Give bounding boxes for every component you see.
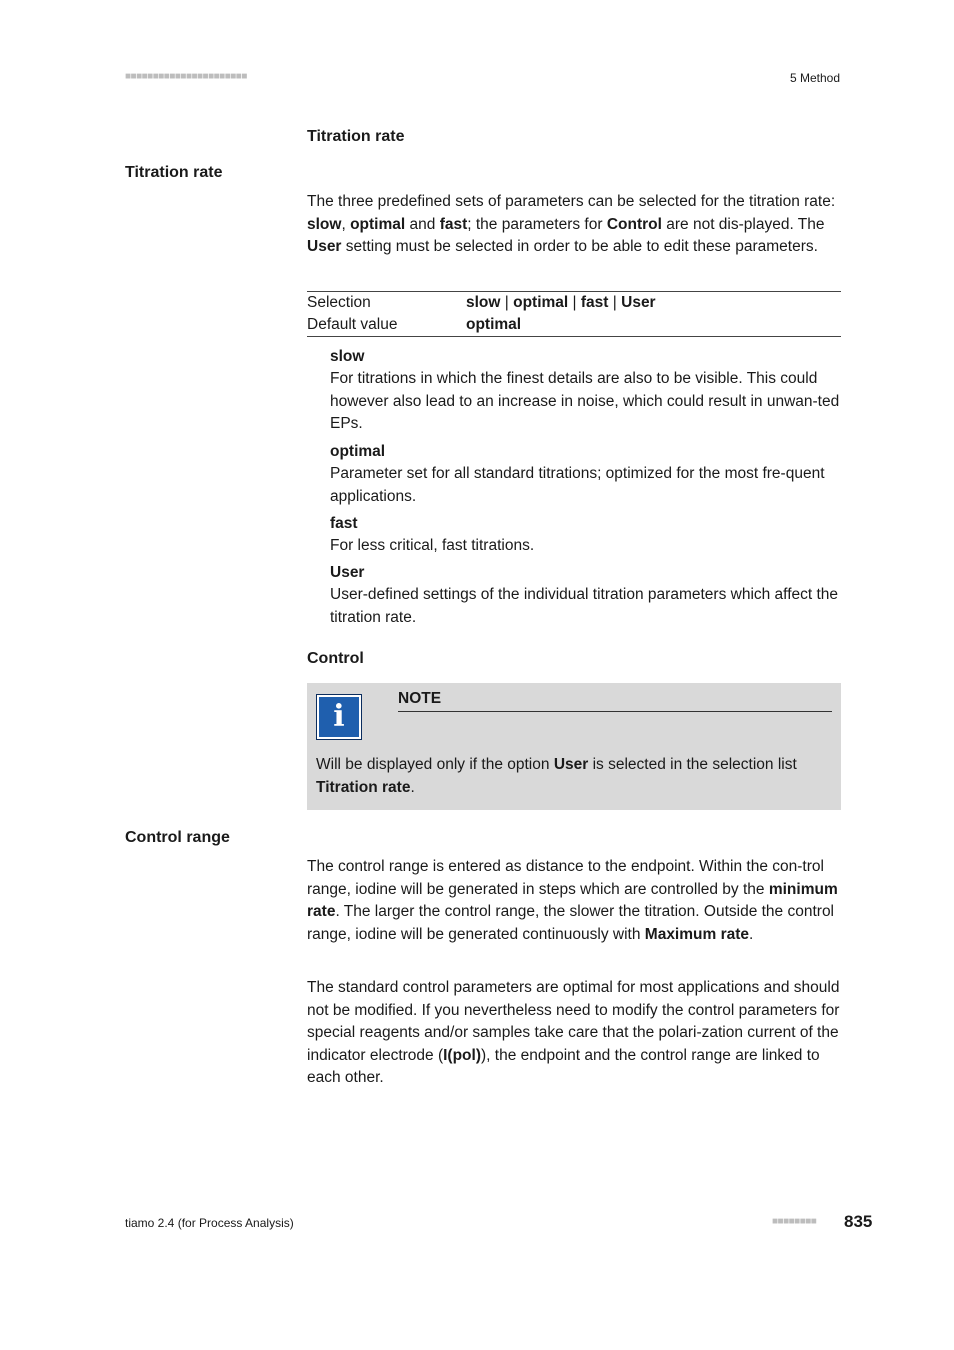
- default-value: optimal: [466, 316, 522, 333]
- option-text: For titrations in which the finest details are also to be visible. This could however also lead to an increase in noise, which could result in unwan-ted EPs.: [330, 370, 840, 432]
- selection-key: Selection: [307, 294, 371, 311]
- default-key: Default value: [307, 316, 398, 333]
- chapter-label: 5 Method: [789, 71, 840, 85]
- note-text: Will be displayed only if the option User is selected in the selection list Titration rate.: [316, 756, 797, 796]
- side-label-control-range: Control range: [125, 829, 230, 846]
- info-icon: i: [316, 694, 362, 740]
- option-title: optimal: [330, 443, 386, 460]
- option-title: User: [330, 564, 365, 581]
- selection-values: slow | optimal | fast | User: [466, 294, 656, 311]
- titration-rate-description: The three predefined sets of parameters can be selected for the titration rate: slow, optimal and fast; the parameters for Control are not dis-played. The User setting must be selected in order to be able to edit these parameters.: [307, 193, 836, 255]
- option-title: fast: [330, 515, 358, 532]
- note-box: [307, 683, 841, 810]
- section-title: Titration rate: [307, 128, 405, 145]
- option-text: For less critical, fast titrations.: [330, 537, 535, 554]
- option-text: User-defined settings of the individual titration parameters which affect the titration rate.: [330, 586, 839, 626]
- default-row: [307, 314, 841, 336]
- side-label-titration-rate: Titration rate: [125, 164, 223, 181]
- footer-decoration: ■■■■■■■■: [772, 1216, 817, 1227]
- page-number: 835: [844, 1212, 873, 1231]
- selection-row: [307, 292, 841, 314]
- control-title: Control: [307, 650, 364, 667]
- control-range-paragraph-1: The control range is entered as distance to the endpoint. Within the con-trol range, iodine will be generated in steps which are controlled by the minimum rate. The larger the control range, the slower the titration. Outside the control range, iodine will be generated continuously with Maximum rate.: [307, 858, 838, 943]
- option-slow: [330, 346, 841, 436]
- option-title: slow: [330, 348, 365, 365]
- note-heading: NOTE: [398, 690, 832, 712]
- option-fast: [330, 513, 841, 558]
- option-user: [330, 562, 841, 629]
- option-text: Parameter set for all standard titrations; optimized for the most fre-quent applications.: [330, 465, 825, 505]
- footer-product: tiamo 2.4 (for Process Analysis): [125, 1216, 294, 1230]
- header-decoration: ■■■■■■■■■■■■■■■■■■■■■■: [125, 71, 247, 82]
- option-optimal: [330, 441, 841, 508]
- control-range-paragraph-2: The standard control parameters are optimal for most applications and should not be modified. If you nevertheless need to modify the control parameters for special reagents and/or samples take care that the polari-zation current of the indicator electrode (I(pol)), the endpoint and the control range are linked to each other.: [307, 979, 840, 1086]
- parameter-table: [307, 291, 841, 337]
